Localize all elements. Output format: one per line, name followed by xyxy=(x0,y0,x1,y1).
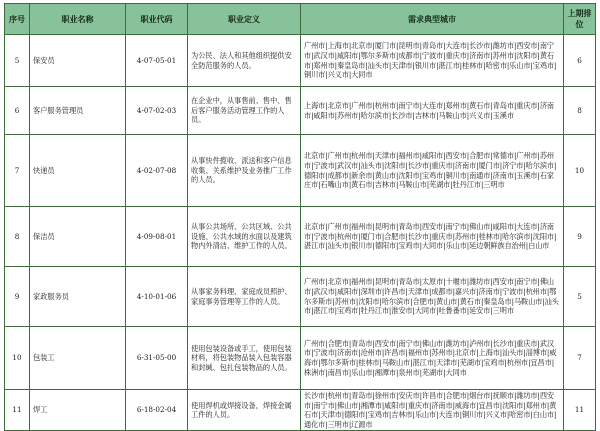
occupation-demand-table xyxy=(4,3,596,431)
row-cities: 长沙市|杭州市|青岛市|徐州市|安庆市|许昌市|合肥市|烟台市|抚顺市|潍坊市|西安市|南宁市|佛山市|湘潭市|咸阳市|重庆市|济南市|威海市|宜昌市|沈阳市|郑州市|黄石市|天津市|德阳市|宝鸡市|吉林市|乐山市|大连市|铜川市|兴义市|哈密市|白山市|通化市|三明市|辽源市 xyxy=(301,390,564,431)
row-occupation-code: 6-18-02-04 xyxy=(126,390,188,431)
row-definition: 为公民、法人和其他组织提供安全防范服务的人员。 xyxy=(188,35,301,87)
header-occupation-name: 职业名称 xyxy=(30,4,126,35)
row-no: 5 xyxy=(5,35,30,87)
table-header-row xyxy=(5,4,596,35)
row-no: 7 xyxy=(5,135,30,207)
table-row xyxy=(5,135,596,207)
table-row xyxy=(5,35,596,87)
row-no: 11 xyxy=(5,390,30,431)
row-previous-rank: 7 xyxy=(564,327,596,390)
row-no: 9 xyxy=(5,267,30,327)
row-occupation-name: 保洁员 xyxy=(30,207,126,267)
row-occupation-code: 4-07-05-01 xyxy=(126,35,188,87)
row-definition: 从事快件揽收、派送和客户信息收集、关系维护及业务推广工作的人员。 xyxy=(188,135,301,207)
row-occupation-name: 包装工 xyxy=(30,327,126,390)
row-previous-rank: 6 xyxy=(564,35,596,87)
row-occupation-code: 6-31-05-00 xyxy=(126,327,188,390)
row-definition: 从事家务料理、家庭成员照护、家庭事务管理等工作的人员。 xyxy=(188,267,301,327)
table-row xyxy=(5,327,596,390)
row-cities: 广州市|上海市|北京市|厦门市|昆明市|青岛市|大连市|长沙市|潍坊市|西安市|南宁市|武汉市|咸阳市|鄂尔多斯市|成都市|宁波市|重庆市|济南市|苏州市|沈阳市|黄石市|郑州市|秦皇岛市|汕头市|天津市|银川市|湛江市|桂林市|哈密市|乐山市|宝鸡市|铜川市|兴义市|大同市 xyxy=(301,35,564,87)
header-previous-rank: 上期排位 xyxy=(564,4,596,35)
row-previous-rank: 10 xyxy=(564,135,596,207)
table-row xyxy=(5,267,596,327)
row-cities: 上海市|北京市|广州市|杭州市|南宁市|大连市|郑州市|黄石市|青岛市|重庆市|济南市|咸阳市|苏州市|哈尔滨市|长沙市|吉林市|马鞍山市|兴义市|玉溪市 xyxy=(301,87,564,135)
row-occupation-code: 4-09-08-01 xyxy=(126,207,188,267)
row-occupation-name: 快递员 xyxy=(30,135,126,207)
row-occupation-name: 客户服务管理员 xyxy=(30,87,126,135)
row-occupation-name: 家政服务员 xyxy=(30,267,126,327)
table-row xyxy=(5,390,596,431)
row-no: 10 xyxy=(5,327,30,390)
row-definition: 在企业中，从事售前、售中、售后客户服务活动管理工作的人员。 xyxy=(188,87,301,135)
row-previous-rank: 5 xyxy=(564,267,596,327)
row-occupation-code: 4-02-07-08 xyxy=(126,135,188,207)
table-row xyxy=(5,207,596,267)
row-no: 6 xyxy=(5,87,30,135)
table-row xyxy=(5,87,596,135)
header-occupation-definition: 职业定义 xyxy=(188,4,301,35)
row-cities: 广州市|北京市|福州市|昆明市|青岛市|太原市|十堰市|潍坊市|西安市|南宁市|佛山市|武汉市|咸阳市|深圳市|许昌市|天津市|成都市|嘉兴市|济南市|宁波市|杭州市|鄂尔多斯市|苏州市|沈阳市|哈尔滨市|合肥市|黄山市|黄石市|秦皇岛市|马鞍山市|汕头市|湛江市|宝鸡市|牡丹江市|淮安市|大同市|吐鲁番市|延安市|三明市 xyxy=(301,267,564,327)
row-definition: 从事公共场所、公共区域、公共设施、公共水域的水面以及建筑物内外清洁、维护工作的人员。 xyxy=(188,207,301,267)
header-no: 序号 xyxy=(5,4,30,35)
row-definition: 使用包装设备或手工，使用包装材料，将包装物品装入包装容器和封缄、包扎包装物品的人员。 xyxy=(188,327,301,390)
row-occupation-name: 焊工 xyxy=(30,390,126,431)
occupation-table-container xyxy=(4,3,595,429)
header-typical-cities: 需求典型城市 xyxy=(301,4,564,35)
row-occupation-code: 4-07-02-03 xyxy=(126,87,188,135)
row-cities: 北京市|广州市|杭州市|天津市|福州市|咸阳市|西安市|合肥市|常德市|广州市|苏州市|宁波市|武汉市|汕头市|沈阳市|长沙市|重庆市|济南市|厦门市|济宁市|哈尔滨市|德阳市|成都市|新余市|黄山市|沈阳市|宝鸡市|铜川市|南通市|济南市|玉溪市|石家庄市|石嘴山市|黄石市|吉林市|马鞍山市|芜湖市|牡丹江市|三明市 xyxy=(301,135,564,207)
row-cities: 北京市|广州市|福州市|昆明市|青岛市|西安市|南宁市|佛山市|咸阳市|大连市|济南市|宁波市|杭州市|厦门市|合肥市|长沙市|重庆市|苏州市|桂林市|哈尔滨市|沈阳市|湛江市|汕头市|银川市|德阳市|宝鸡市|大同市|乐山市|延边朝鲜族自治州|白山市 xyxy=(301,207,564,267)
row-previous-rank: 9 xyxy=(564,207,596,267)
header-occupation-code: 职业代码 xyxy=(126,4,188,35)
row-definition: 使用焊机或焊接设备，焊接金属工件的人员。 xyxy=(188,390,301,431)
row-cities: 广州市|合肥市|青岛市|西安市|南宁市|佛山市|潍坊市|泸州市|长沙市|重庆市|武汉市|宁波市|济南市|沧州市|许昌市|福州市|苏州市|北京市|上海市|汕头市|淄博市|威海市|鄂尔多斯市|桂林市|马鞍山市|湛江市|天津市|芜湖市|宝鸡市|杭州市|宜昌市|株洲市|南昌市|乐山市|湘潭市|泉州市|芜湖市|大同市 xyxy=(301,327,564,390)
row-no: 8 xyxy=(5,207,30,267)
row-occupation-code: 4-10-01-06 xyxy=(126,267,188,327)
row-previous-rank: 8 xyxy=(564,87,596,135)
row-occupation-name: 保安员 xyxy=(30,35,126,87)
row-previous-rank: 11 xyxy=(564,390,596,431)
